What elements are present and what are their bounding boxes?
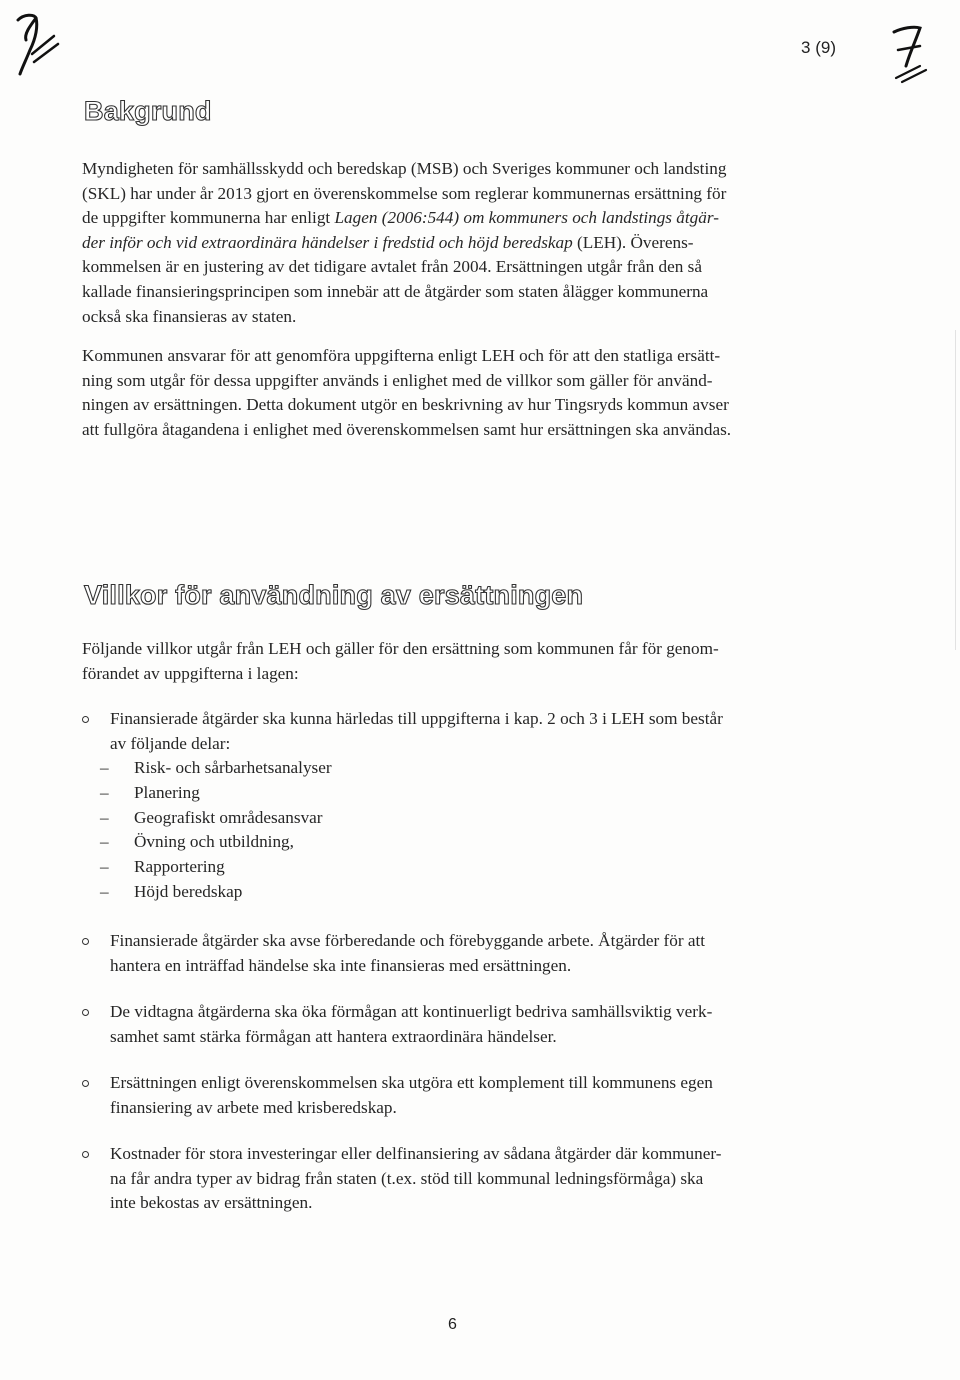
sublist-item [100,880,332,905]
text-line: finansiering av arbete med krisberedskap. [110,1097,397,1117]
text-line [82,206,842,231]
bullet-icon [82,1080,89,1087]
sublist-item [100,855,332,880]
text-line: Kostnader för stora investeringar eller delfinansiering av sådana åtgärder där kommuner- [110,1144,722,1163]
text-line: av följande delar: [110,733,231,753]
text-line: kommelsen är en justering av det tidigare avtalet från 2004. Ersättningen utgår från den så [82,257,702,277]
sublist-item-label: Risk- och sårbarhetsanalyser [134,758,332,777]
text-line: ningen av ersättningen. Detta dokument utgör en beskrivning av hur Tingsryds kommun avser [82,395,729,415]
law-title-italic: Lagen (2006:544) om kommuners och landstings åtgär- [334,208,719,228]
dash-marker: – [100,782,109,802]
section-heading-conditions: Villkor för användning av ersättningen [84,580,584,610]
sublist-item-label: Övning och utbildning, [134,832,294,852]
text-line: Följande villkor utgår från LEH och gäller för den ersättning som kommunen får för genom- [82,639,719,658]
text-line: De vidtagna åtgärderna ska öka förmågan att kontinuerligt bedriva samhällsviktig verk- [110,1002,713,1021]
bullet-icon [82,1151,89,1158]
bullet-icon [82,1009,89,1016]
text-line: också ska finansieras av staten. [82,306,297,326]
dash-marker: – [100,857,109,877]
text-line: Ersättningen enligt överenskommelsen ska utgöra ett komplement till kommunens egen [110,1073,713,1092]
text-span: (LEH). Överens- [572,232,694,252]
text-line: na får andra typer av bidrag från staten (t.ex. stöd till kommunal ledningsförmåga) ska [110,1168,704,1188]
conditions-sublist [100,756,332,905]
text-line: att fullgöra åtagandena i enlighet med överenskommelsen samt hur ersättningen ska användas. [82,419,732,439]
handwritten-page-number-mark [880,18,940,90]
sublist-item-label: Höjd beredskap [134,881,243,901]
text-line: (SKL) har under år 2013 gjort en överenskommelse som reglerar kommunernas ersättning för [82,183,727,203]
dash-marker: – [100,758,109,777]
sublist-item [100,830,332,855]
dash-marker: – [100,807,109,827]
sublist-item [100,806,332,831]
bullet-icon [82,938,89,945]
page-indicator: 3 (9) [801,38,836,57]
text-line: Finansierade åtgärder ska avse förberedande och förebyggande arbete. Åtgärder för att [110,931,706,950]
sublist-item-label: Planering [134,782,200,802]
text-line: Myndigheten för samhällsskydd och beredskap (MSB) och Sveriges kommuner och landsting [82,159,727,178]
sublist-item-label: Rapportering [134,857,225,877]
text-line: ning som utgår för dessa uppgifter används i enlighet med de villkor som gäller för använd- [82,370,713,390]
sublist-item [100,781,332,806]
text-line: förandet av uppgifterna i lagen: [82,663,299,683]
handwritten-initials-mark [10,10,70,80]
background-paragraph-1 [82,157,842,329]
text-line: hantera en inträffad händelse ska inte finansieras med ersättningen. [110,955,572,975]
text-line: inte bekostas av ersättningen. [110,1193,313,1213]
section-heading-background: Bakgrund [84,96,212,126]
text-line: kallade finansieringsprincipen som innebär att de åtgärder som staten ålägger kommunerna [82,281,709,301]
text-line [82,231,842,256]
page-number: 6 [448,1316,457,1333]
scan-margin-line [955,330,956,650]
conditions-intro-paragraph [82,637,842,686]
text-span: de uppgifter kommunerna har enligt [82,208,335,228]
bullet-icon [82,716,89,723]
sublist-item [100,756,332,781]
background-paragraph-2 [82,344,842,442]
dash-marker: – [100,832,109,852]
text-line: samhet samt stärka förmågan att hantera extraordinära händelser. [110,1026,557,1046]
text-line: Finansierade åtgärder ska kunna härledas till uppgifterna i kap. 2 och 3 i LEH som består [110,709,723,728]
text-line: Kommunen ansvarar för att genomföra uppgifterna enligt LEH och för att den statliga ersätt- [82,346,721,365]
law-title-italic: der inför och vid extraordinära händelser i fredstid och höjd beredskap [82,232,573,252]
dash-marker: – [100,881,109,901]
sublist-item-label: Geografiskt områdesansvar [134,807,323,827]
